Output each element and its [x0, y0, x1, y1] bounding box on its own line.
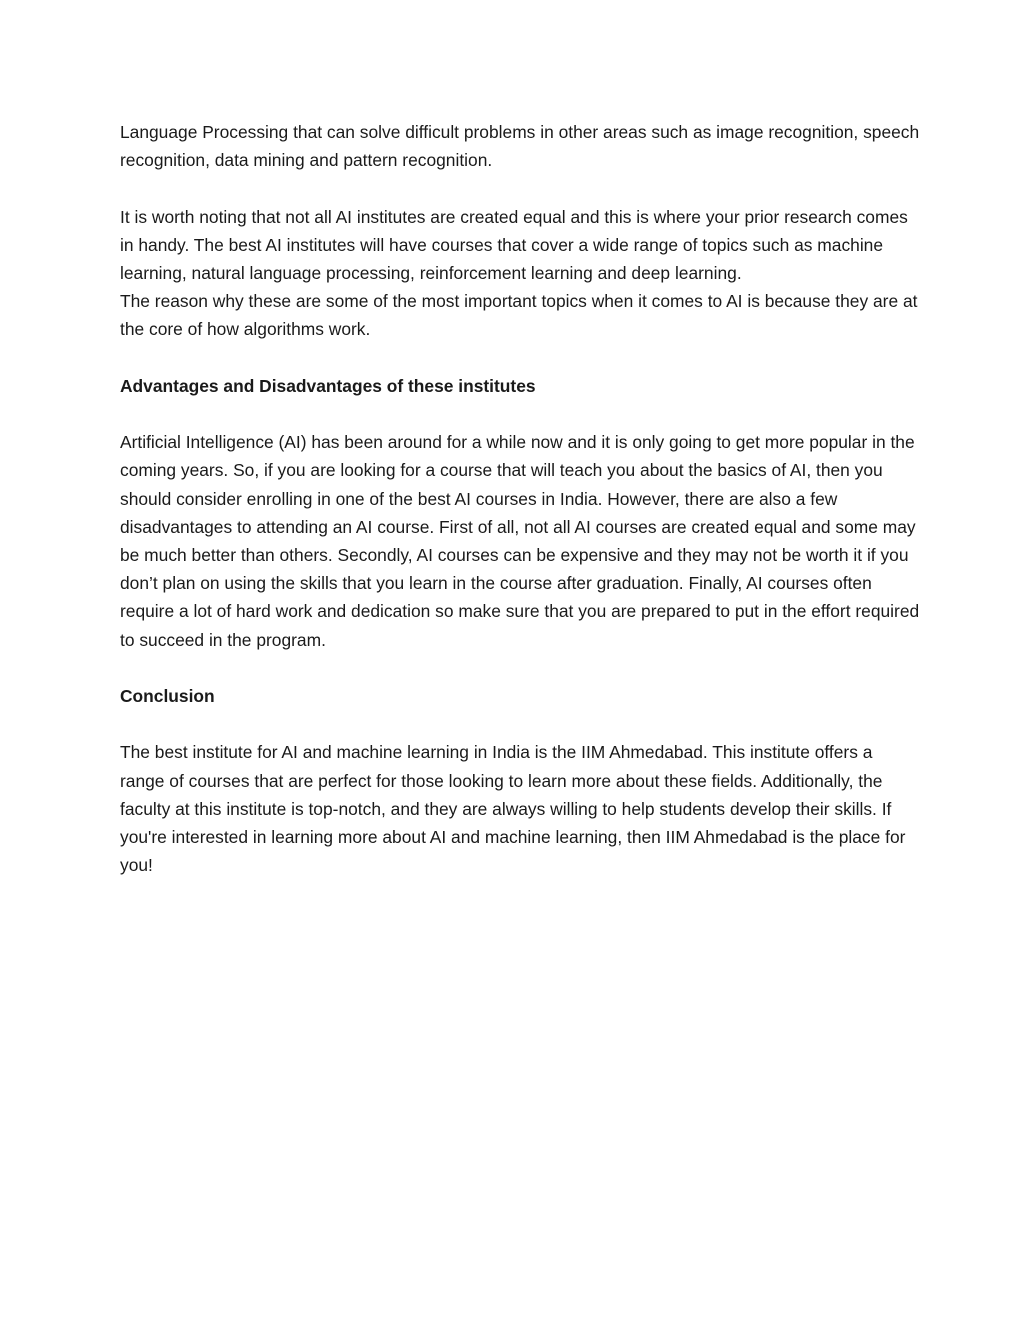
paragraph-reason: The reason why these are some of the most important topics when it comes to AI is because they are at the core of how algorithms work. — [120, 291, 918, 340]
paragraph-advantages: Artificial Intelligence (AI) has been around for a while now and it is only going to get more popular in the coming years. So, if you are looking for a course that will teach you about the basics of AI, then you should consider enrolling in one of the best AI courses in India. However, there are also a few disadvantages to attending an AI course. First of all, not all AI courses are created equal and some may be much better than others. Secondly, AI courses can be expensive and they may not be worth it if you don’t plan on using the skills that you learn in the course after graduation. Finally, AI courses often require a lot of hard work and dedication so make sure that you are prepared to put in the effort required to succeed in the program. — [120, 432, 920, 650]
paragraph-intro-continued: Language Processing that can solve difficult problems in other areas such as image recognition, speech recognition, data mining and pattern recognition. — [120, 122, 920, 171]
paragraph-spacer — [120, 400, 920, 428]
paragraph-spacer — [120, 344, 920, 372]
paragraph-spacer — [120, 174, 920, 202]
paragraph-conclusion: The best institute for AI and machine learning in India is the IIM Ahmedabad. This institute offers a range of courses that are perfect for those looking to learn more about these fields. Additionally, the faculty at this institute is top-notch, and they are always willing to help students develop their skills. If you're interested in learning more about AI and machine learning, then IIM Ahmedabad is the place for you! — [120, 742, 906, 876]
heading-conclusion: Conclusion — [120, 686, 215, 706]
paragraph-institutes: It is worth noting that not all AI institutes are created equal and this is where your prior research comes in handy. The best AI institutes will have courses that cover a wide range of topics such as machine learning, natural language processing, reinforcement learning and deep learning. — [120, 206, 908, 283]
document-body — [120, 118, 920, 879]
heading-advantages: Advantages and Disadvantages of these institutes — [120, 375, 536, 396]
paragraph-spacer — [120, 710, 920, 738]
paragraph-spacer — [120, 654, 920, 682]
